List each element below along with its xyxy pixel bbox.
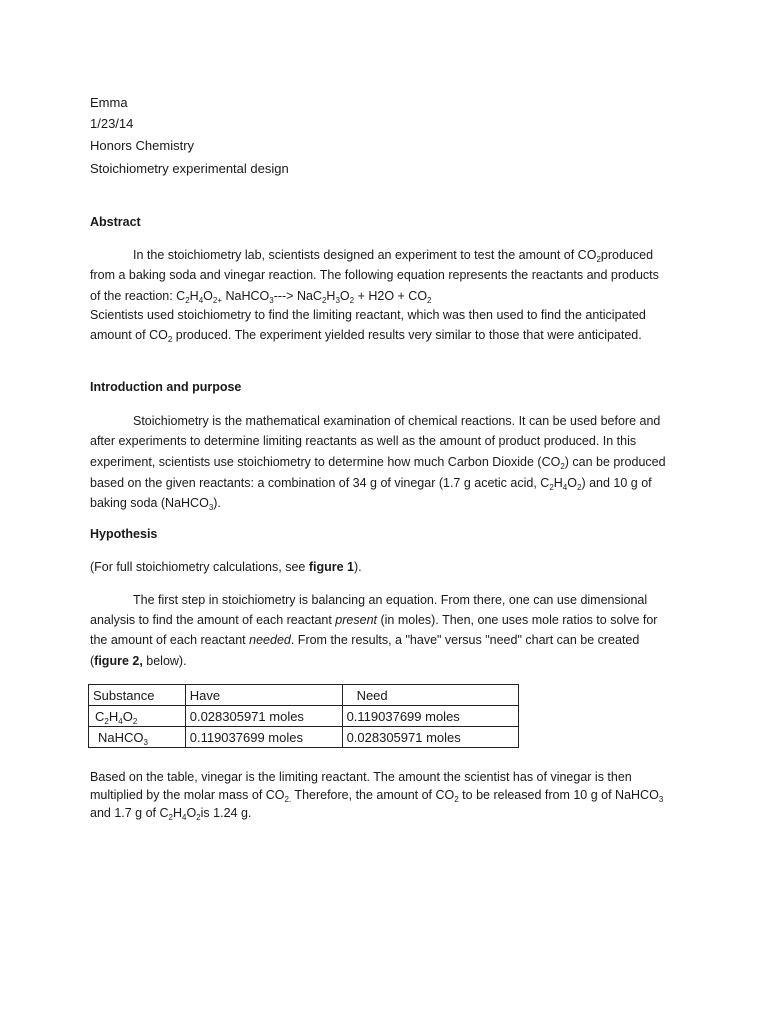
- intro-line-4: based on the given reactants: a combination of 34 g of vinegar (1.7 g acetic acid, $C_2H_4O_2$) and 10 g of: [90, 476, 652, 492]
- table-row: [89, 727, 519, 748]
- document-title: Stoichiometry experimental design: [90, 161, 289, 176]
- reaction-equation: of the reaction: $C_2H_4O_{2+}$ NaHCO$_3$---> $NaC_2H_3O_2 + H2O + CO_2$: [90, 289, 432, 305]
- course-name: Honors Chemistry: [90, 138, 195, 153]
- conclusion-line-3: and 1.7 g of $C_2H_4O_2is$ 1.24 g.: [90, 806, 252, 822]
- intro-line-1: Stoichiometry is the mathematical examination of chemical reactions. It can be used before and: [133, 414, 661, 428]
- document-date: 1/23/14: [90, 116, 134, 131]
- intro-line-5: baking soda (NaHCO$_3$).: [90, 496, 221, 512]
- header-substance: Substance: [89, 685, 186, 706]
- substance-acetic-acid: $C_2H_4O_2$: [89, 706, 186, 727]
- need-value: 0.028305971 moles: [342, 727, 518, 748]
- header-need: Need: [342, 685, 518, 706]
- have-value: 0.119037699 moles: [185, 727, 342, 748]
- abstract-line-5: amount of $CO_2$ produced. The experiment yielded results very similar to those that were anticipated.: [90, 328, 642, 344]
- figure-reference: (For full stoichiometry calculations, see figure 1).: [90, 560, 362, 574]
- have-value: 0.028305971 moles: [185, 706, 342, 727]
- hypothesis-heading: Hypothesis: [90, 527, 158, 541]
- author-name: Emma: [90, 95, 128, 110]
- table-row: [89, 706, 519, 727]
- hypothesis-line-1: The first step in stoichiometry is balancing an equation. From there, one can use dimensional: [133, 593, 648, 607]
- intro-line-2: after experiments to determine limiting reactants as well as the amount of product produced. In this: [90, 434, 637, 448]
- conclusion-line-2: multiplied by the molar mass of $CO_{2.}$ Therefore, the amount of $CO_2$ to be released from 10 g of NaHCO$_3$: [90, 788, 664, 804]
- hypothesis-line-3: the amount of each reactant needed. From the results, a "have" versus "need" chart can be created: [90, 633, 640, 647]
- intro-heading: Introduction and purpose: [90, 380, 242, 394]
- abstract-line-2: from a baking soda and vinegar reaction. The following equation represents the reactants and products: [90, 268, 659, 282]
- abstract-line-1: In the stoichiometry lab, scientists designed an experiment to test the amount of $CO_2produced$: [133, 248, 654, 264]
- abstract-line-4: Scientists used stoichiometry to find the limiting reactant, which was then used to find the anticipated: [90, 308, 646, 322]
- abstract-heading: Abstract: [90, 215, 141, 229]
- intro-line-3: experiment, scientists use stoichiometry to determine how much Carbon Dioxide $(CO_2)$ can be produced: [90, 455, 666, 471]
- hypothesis-line-2: analysis to find the amount of each reactant present (in moles). Then, one uses mole ratios to solve for: [90, 613, 658, 627]
- header-have: Have: [185, 685, 342, 706]
- table-header-row: [89, 685, 519, 706]
- conclusion-line-1: Based on the table, vinegar is the limiting reactant. The amount the scientist has of vinegar is then: [90, 770, 632, 784]
- substance-baking-soda: NaHCO$_3$: [89, 727, 186, 748]
- hypothesis-line-4: (figure 2, below).: [90, 654, 187, 668]
- have-need-table: [88, 684, 519, 748]
- need-value: 0.119037699 moles: [342, 706, 518, 727]
